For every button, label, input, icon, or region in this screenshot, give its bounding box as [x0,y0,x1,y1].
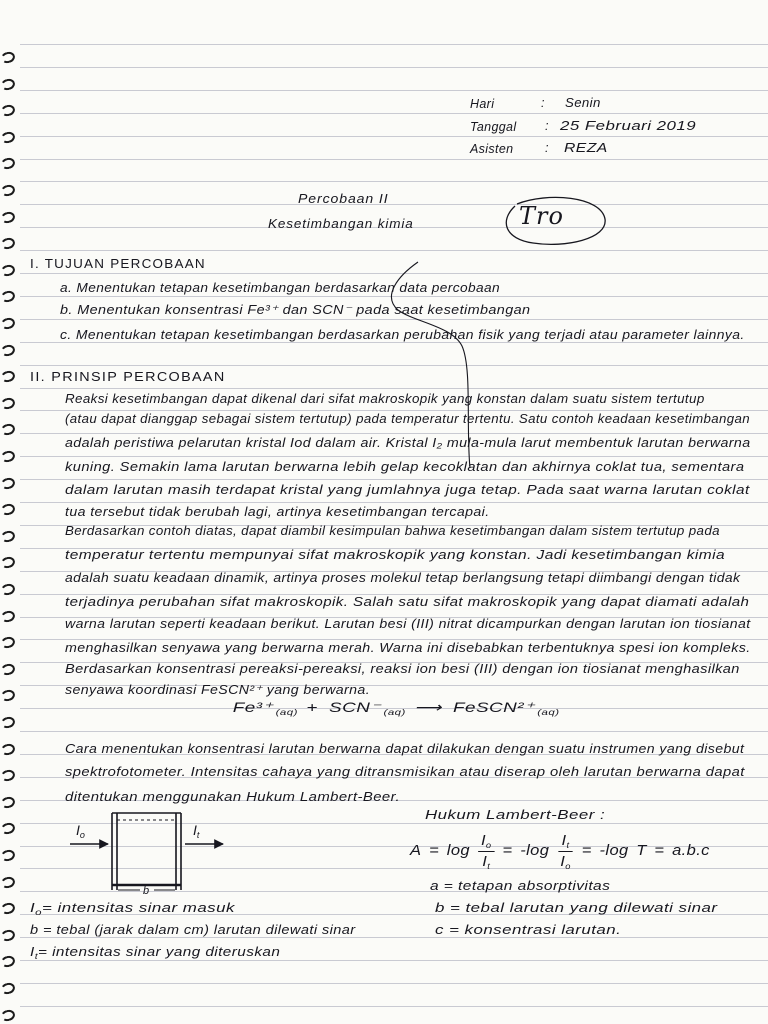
eq-arrow: ⟶ [414,699,442,715]
experiment-topic: Kesetimbangan kimia [268,217,414,231]
hari-value: Senin [565,96,601,110]
legend-incident-text: = intensitas sinar masuk [42,901,235,915]
binding-hole [0,1008,16,1022]
binding-hole [0,77,16,91]
binding-hole [0,210,16,224]
legend-transmitted-text: = intensitas sinar yang diteruskan [38,945,281,959]
variable-b: b = tebal larutan yang dilewati sinar [435,901,718,915]
fraction-2-numerator [558,832,573,852]
subscript-o: o [79,830,85,840]
binding-hole [0,157,16,171]
binding-hole [0,822,16,836]
subscript-t: t [196,830,200,840]
grade-mark-text: Tro [519,202,564,230]
experiment-number: Percobaan II [298,192,389,206]
incident-intensity-label [76,822,85,840]
ruled-line [20,44,768,45]
binding-hole [0,795,16,809]
legend-transmitted-intensity [30,944,280,960]
paragraph-line: ditentukan menggunakan Hukum Lambert-Beer. [65,790,401,804]
binding-hole [0,503,16,517]
binding-hole [0,104,16,118]
binding-hole [0,556,16,570]
paragraph-line: adalah peristiwa pelarutan kristal Iod dalam air. Kristal I₂ mula-mula larut membentuk larutan berwarna [65,436,751,450]
fraction-1-numerator [478,832,495,852]
binding-hole [0,263,16,277]
paragraph-line: Berdasarkan konsentrasi pereaksi-pereaksi, reaksi ion besi (III) dengan ion tiosianat menghasilkan [65,662,740,676]
hari-label: Hari [470,97,495,111]
symbol-i: I [480,831,486,849]
paragraph-line: dalam larutan masih terdapat kristal yang jumlahnya juga tetap. Pada saat warna larutan coklat [65,483,750,497]
asisten-colon: : [545,141,549,155]
binding-hole [0,343,16,357]
subscript-o: o [485,839,492,850]
cuvette [112,813,181,890]
paragraph-line: spektrofotometer. Intensitas cahaya yang ditransmisikan atau diserap oleh larutan berwarna dapat [65,765,745,779]
ruled-line [20,1006,768,1007]
ruled-line [20,983,768,984]
asisten-label: Asisten [470,142,514,156]
binding-hole [0,449,16,463]
eq-state-aq: (aq) [537,707,560,717]
eq-state-aq: (aq) [275,707,298,717]
paragraph-line: warna larutan seperti keadaan berikut. Larutan besi (III) nitrat dicampurkan dengan larutan ion tiosianat [65,617,751,631]
ruled-line [20,67,768,68]
binding-hole [0,662,16,676]
tanggal-colon: : [545,119,549,133]
eq-state-aq: (aq) [383,707,406,717]
ruled-line [20,456,768,457]
legend-thickness: b = tebal (jarak dalam cm) larutan dilewati sinar [30,923,356,937]
fraction-1-denominator [479,852,494,871]
ruled-line [20,90,768,91]
formula-equals: = [429,842,440,859]
formula-equals: = [581,842,592,859]
binding-hole [0,423,16,437]
transmitted-intensity-label [193,822,200,840]
binding-hole [0,476,16,490]
subscript-t: t [34,951,39,961]
binding-hole [0,609,16,623]
subscript-o: o [565,860,571,871]
paragraph-line: tua tersebut tidak berubah lagi, artinya kesetimbangan tercapai. [65,505,490,519]
binding-hole [0,50,16,64]
binding-hole [0,769,16,783]
formula-equals: = [654,842,665,859]
binding-hole [0,636,16,650]
section-1-heading: I. TUJUAN PERCOBAAN [30,256,206,271]
eq-plus: + [306,699,318,715]
lambert-beer-formula [410,832,710,870]
formula-fraction-2 [557,832,574,871]
variable-c: c = konsentrasi larutan. [435,923,622,937]
paragraph-line: kuning. Semakin lama larutan berwarna lebih gelap kecoklatan dan akhirnya coklat tua, sementara [65,460,745,474]
objective-item-a: a. Menentukan tetapan kesetimbangan berdasarkan data percobaan [60,281,501,295]
paragraph-line: senyawa koordinasi FeSCN²⁺ yang berwarna. [65,683,371,697]
ruled-line [20,319,768,320]
symbol-i: I [193,822,197,838]
paragraph-line: temperatur tertentu mempunyai sifat makroskopik yang konstan. Jadi kesetimbangan kimia [65,548,726,562]
tanggal-value: 25 Februari 2019 [560,119,697,133]
binding-hole [0,715,16,729]
ruled-line [20,731,768,732]
formula-neg-log: -log [599,842,629,859]
paragraph-line: (atau dapat dianggap sebagai sistem tertutup) pada temperatur tertentu. Satu contoh keadaan kesetimbangan [65,412,750,426]
ruled-line [20,296,768,297]
symbol-i: I [30,945,35,959]
binding-hole [0,689,16,703]
symbol-i: I [561,831,567,849]
subscript-o: o [35,907,43,917]
eq-reactant-thiocyanate: SCN⁻ [329,699,381,715]
objective-item-b: b. Menentukan konsentrasi Fe³⁺ dan SCN⁻ pada saat kesetimbangan [60,303,531,317]
formula-product: a.b.c [672,842,710,859]
ruled-line [20,479,768,480]
thickness-label: b [143,885,150,897]
ruled-line [20,960,768,961]
paragraph-line: Cara menentukan konsentrasi larutan berwarna dapat dilakukan dengan suatu instrumen yang disebut [65,742,745,756]
paragraph-line: Berdasarkan contoh diatas, dapat diambil kesimpulan bahwa kesetimbangan dalam sistem tertutup pada [65,524,720,538]
symbol-i: I [76,822,80,838]
formula-log: log [446,842,470,859]
ruled-line [20,365,768,366]
paragraph-line: terjadinya perubahan sifat makroskopik. Salah satu sifat makroskopik yang dapat diamati adalah [65,595,750,609]
binding-hole [0,529,16,543]
binding-hole [0,237,16,251]
binding-hole [0,875,16,889]
legend-incident-intensity [30,900,235,916]
ruled-line [20,250,768,251]
ruled-line [20,181,768,182]
binding-hole [0,183,16,197]
ruled-line [20,388,768,389]
paragraph-line: Reaksi kesetimbangan dapat dikenal dari sifat makroskopik yang konstan dalam suatu sistem tertutup [65,392,705,406]
paragraph-line: adalah suatu keadaan dinamik, artinya proses molekul tetap berlangsung tetapi diimbangi dengan tidak [65,571,741,585]
section-2-heading: II. PRINSIP PERCOBAAN [30,369,226,384]
binding-hole [0,130,16,144]
ruled-line [20,113,768,114]
binding-hole [0,981,16,995]
reaction-equation [230,699,560,715]
symbol-i: I [560,852,566,870]
ruled-line [20,159,768,160]
objective-item-c: c. Menentukan tetapan kesetimbangan berdasarkan perubahan fisik yang terjadi atau parameter lainnya. [60,328,745,342]
eq-reactant-iron: Fe³⁺ [232,699,273,715]
binding-hole [0,396,16,410]
ruled-line [20,136,768,137]
grade-mark [495,193,610,249]
ruled-line [20,273,768,274]
binding-hole [0,902,16,916]
binding-hole [0,582,16,596]
formula-transmittance: T [636,842,647,859]
formula-fraction-1 [478,832,495,871]
symbol-i: I [482,852,488,870]
binding-hole [0,742,16,756]
ruled-line [20,204,768,205]
paragraph-line: menghasilkan senyawa yang berwarna merah. Warna ini disebabkan terbentuknya spesi ion kompleks. [65,641,751,655]
lambert-beer-heading: Hukum Lambert-Beer : [425,808,606,822]
binding-hole [0,848,16,862]
hari-colon: : [541,96,545,110]
formula-absorbance: A [410,842,422,859]
binding-hole [0,316,16,330]
subscript-t: t [487,860,491,871]
variable-a: a = tetapan absorptivitas [430,879,611,893]
cuvette-diagram [60,806,240,898]
formula-neg-log: -log [520,842,550,859]
binding-hole [0,290,16,304]
binding-hole [0,955,16,969]
binding-hole [0,370,16,384]
asisten-value: REZA [564,141,608,155]
ruled-line [20,502,768,503]
tanggal-label: Tanggal [470,120,517,134]
binding-hole [0,928,16,942]
formula-equals: = [502,842,513,859]
fraction-2-denominator [557,852,574,871]
subscript-t: t [566,839,570,850]
symbol-i: I [30,901,36,915]
eq-product: FeSCN²⁺ [452,699,535,715]
